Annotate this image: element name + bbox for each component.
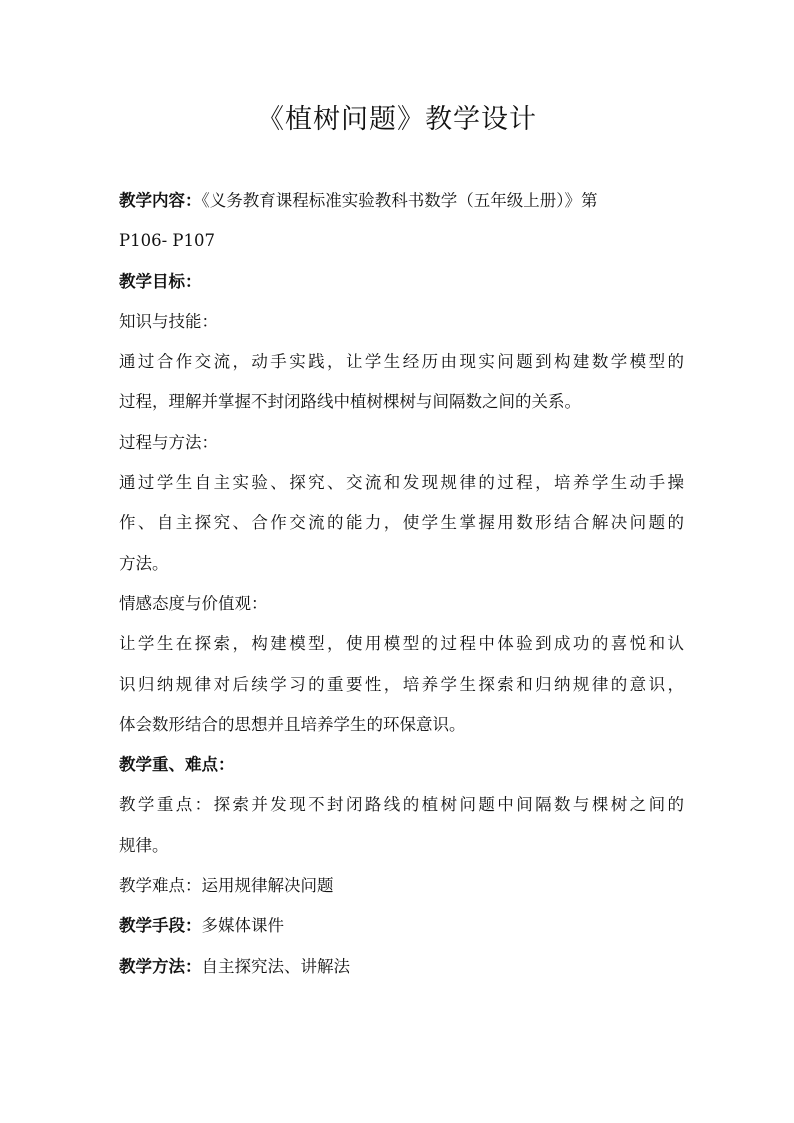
teaching-means-line: [119, 906, 684, 946]
teaching-content-line: [119, 181, 684, 221]
emotion-values-text-3: 体会数形结合的思想并且培养学生的环保意识。: [119, 714, 466, 734]
difficulty-point-text: 教学难点：运用规律解决问题: [119, 876, 334, 896]
teaching-method-line: [119, 947, 684, 987]
emotion-values-text-2: 识归纳规律对后续学习的重要性，培养学生探索和归纳规律的意识，: [119, 674, 684, 694]
process-methods-heading: 过程与方法：: [119, 432, 218, 452]
emotion-values-text-1: 让学生在探索，构建模型，使用模型的过程中体验到成功的喜悦和认: [119, 634, 684, 654]
knowledge-skills-heading: 知识与技能：: [119, 311, 218, 331]
document-body: [119, 181, 684, 987]
key-difficulty-heading: 教学重、难点：: [119, 755, 235, 775]
teaching-goals-heading: 教学目标：: [119, 271, 202, 291]
teaching-means-label: 教学手段：: [119, 916, 202, 936]
key-point-text-2: 规律。: [119, 835, 169, 855]
teaching-content-text: 《义务教育课程标准实验教科书数学（五年级上册）》第: [201, 191, 598, 210]
teaching-content-label: 教学内容：: [119, 191, 202, 210]
key-point-text-1: 教学重点：探索并发现不封闭路线的植树问题中间隔数与棵树之间的: [119, 795, 684, 815]
teaching-method-text: 自主探究法、讲解法: [201, 956, 350, 976]
process-methods-text-2: 作、自主探究、合作交流的能力，使学生掌握用数形结合解决问题的: [119, 513, 684, 533]
teaching-content-pages: P106- P107: [119, 231, 216, 251]
process-methods-text-3: 方法。: [119, 553, 169, 573]
process-methods-text-1: 通过学生自主实验、探究、交流和发现规律的过程，培养学生动手操: [119, 473, 684, 493]
teaching-method-label: 教学方法：: [119, 956, 202, 976]
document-title: 《植树问题》教学设计: [257, 104, 537, 135]
emotion-values-heading: 情感态度与价值观：: [119, 593, 268, 613]
knowledge-skills-text-2: 过程，理解并掌握不封闭路线中植树棵树与间隔数之间的关系。: [119, 392, 581, 412]
knowledge-skills-text-1: 通过合作交流，动手实践，让学生经历由现实问题到构建数学模型的: [119, 352, 684, 372]
teaching-means-text: 多媒体课件: [201, 916, 284, 936]
